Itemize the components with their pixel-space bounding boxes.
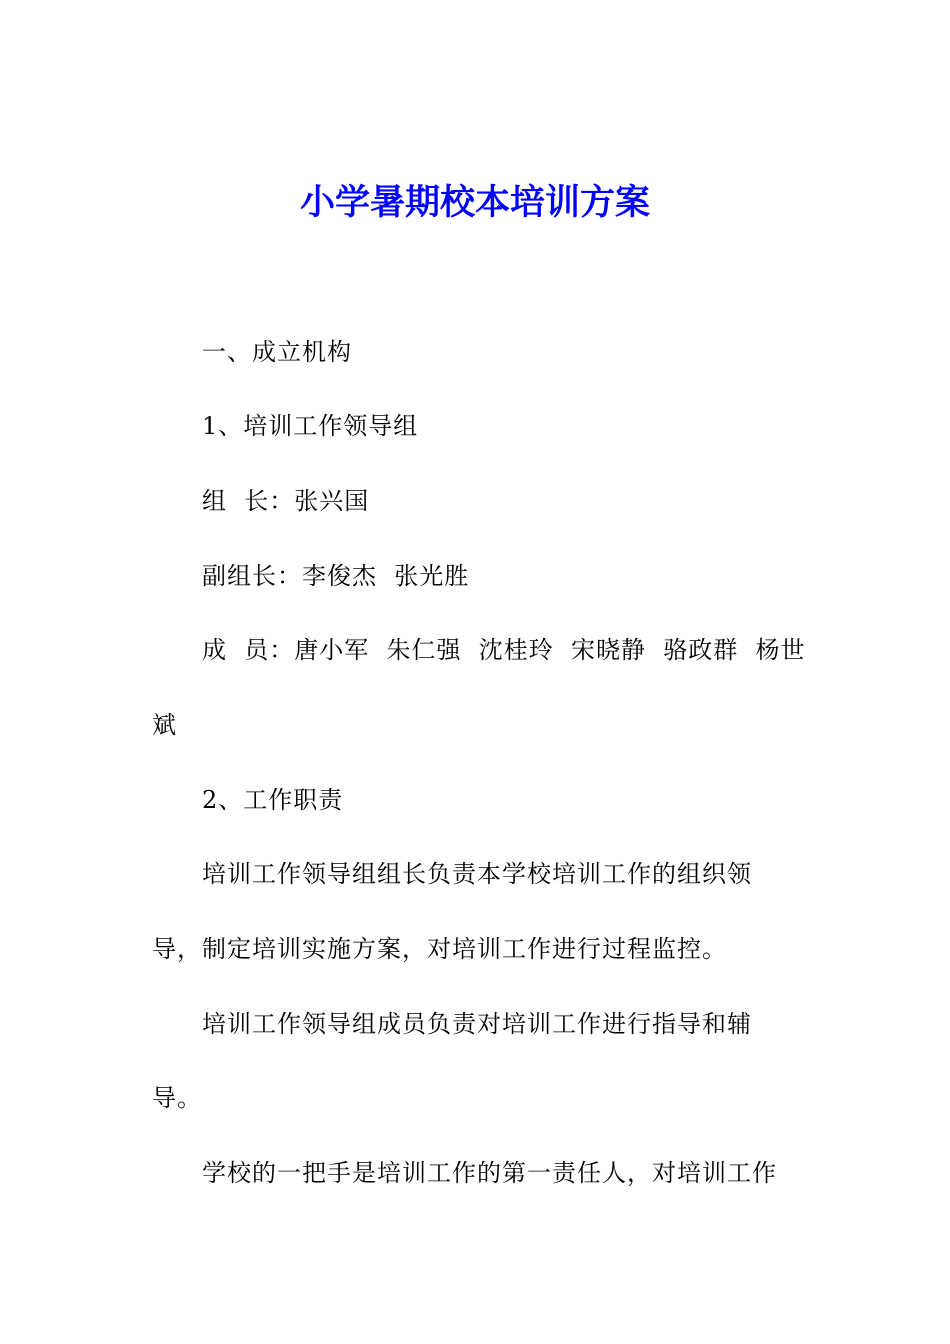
document-title: 小学暑期校本培训方案 [299, 183, 650, 223]
paragraph-line: 培训工作领导组成员负责对培训工作进行指导和辅 [202, 1010, 752, 1038]
section-heading-1: 一、成立机构 [202, 338, 352, 366]
subsection-heading-1: 1、培训工作领导组 [202, 412, 419, 440]
paragraph-line: 学校的一把手是培训工作的第一责任人，对培训工作 [202, 1159, 777, 1187]
text-line-members-cont: 斌 [152, 711, 177, 739]
paragraph-line: 导，制定培训实施方案，对培训工作进行过程监控。 [152, 935, 727, 963]
paragraph-line: 导。 [152, 1084, 202, 1112]
text-line-members: 成 员：唐小军 朱仁强 沈桂玲 宋晓静 骆政群 杨世 [202, 636, 806, 664]
text-line-leader: 组 长：张兴国 [202, 487, 370, 515]
paragraph-line: 培训工作领导组组长负责本学校培训工作的组织领 [202, 860, 752, 888]
subsection-heading-2: 2、工作职责 [202, 786, 344, 814]
text-line-deputy: 副组长：李俊杰 张光胜 [202, 562, 470, 590]
